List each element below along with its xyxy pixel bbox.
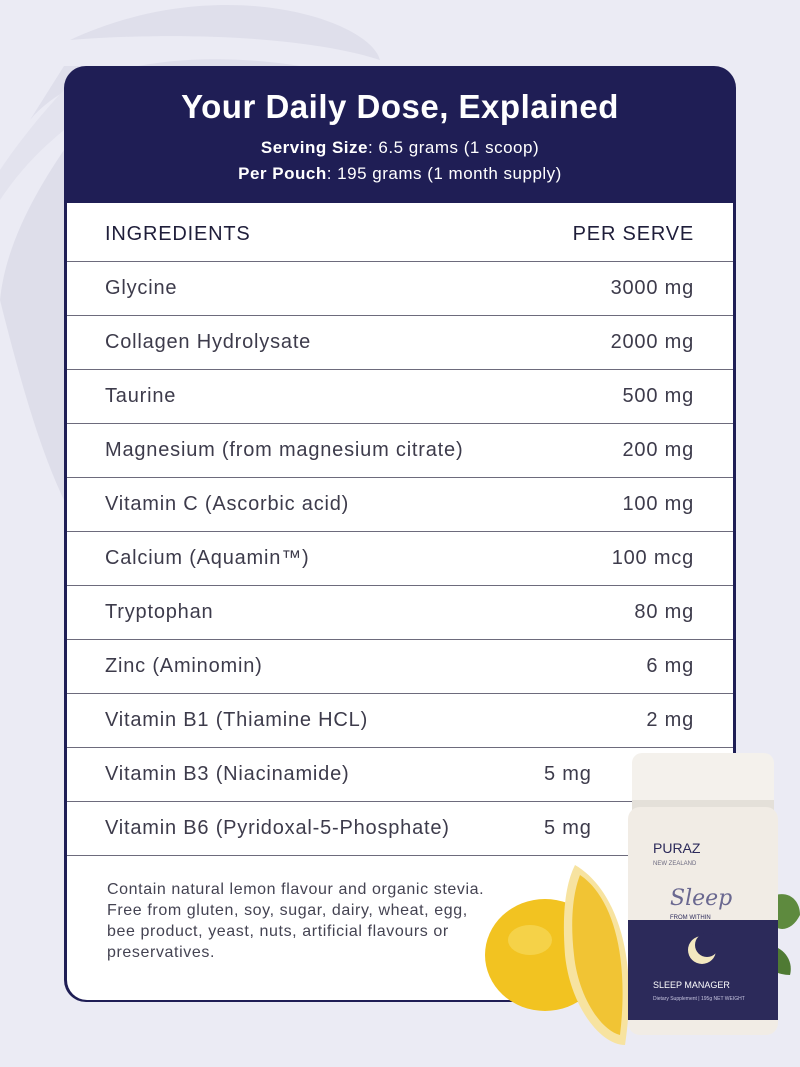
table-header-row — [67, 203, 733, 262]
ingredient-amount: 5 mg — [544, 817, 592, 839]
table-row — [67, 424, 733, 478]
ingredient-amount: 100 mcg — [611, 547, 694, 569]
table-row — [67, 694, 733, 748]
table-row — [67, 532, 733, 586]
svg-text:SLEEP MANAGER: SLEEP MANAGER — [653, 980, 730, 990]
ingredient-name: Calcium (Aquamin™) — [105, 547, 310, 569]
ingredient-name: Glycine — [105, 277, 178, 299]
table-row — [67, 370, 733, 424]
svg-text:NEW ZEALAND: NEW ZEALAND — [653, 861, 697, 867]
ingredient-amount: 100 mg — [622, 493, 694, 515]
ingredient-name: Vitamin C (Ascorbic acid) — [105, 493, 350, 515]
free-from-note: Free from gluten, soy, sugar, dairy, wheat, egg, bee product, yeast, nuts, artificial flavours or preservatives. — [107, 902, 468, 961]
ingredient-name: Collagen Hydrolysate — [105, 331, 312, 353]
ingredient-amount: 2000 mg — [610, 331, 694, 353]
flavour-note: Contain natural lemon flavour and organic stevia. — [107, 881, 485, 898]
ingredient-amount: 80 mg — [634, 601, 694, 623]
serving-size-value: : 6.5 grams (1 scoop) — [367, 138, 540, 157]
ingredient-name: Tryptophan — [105, 601, 214, 623]
ingredient-name: Vitamin B3 (Niacinamide) — [105, 763, 350, 785]
svg-text:Dietary Supplement | 195g NET: Dietary Supplement | 195g NET WEIGHT — [653, 996, 745, 1002]
svg-text:Sleep: Sleep — [670, 886, 733, 911]
svg-text:FROM WITHIN: FROM WITHIN — [670, 915, 711, 921]
serving-size-line — [64, 138, 736, 158]
per-pouch-value: : 195 grams (1 month supply) — [326, 164, 562, 183]
ingredient-name: Magnesium (from magnesium citrate) — [105, 439, 464, 461]
ingredient-amount: 6 mg — [646, 655, 694, 677]
ingredients-column-header: INGREDIENTS — [105, 223, 251, 245]
ingredient-amount: 3000 mg — [610, 277, 694, 299]
per-pouch-line — [64, 164, 736, 184]
table-row — [67, 316, 733, 370]
table-row — [67, 586, 733, 640]
table-row — [67, 262, 733, 316]
product-notes — [107, 879, 487, 963]
ingredient-amount: 200 mg — [622, 439, 694, 461]
ingredient-amount: 2 mg — [646, 709, 694, 731]
product-jar-image — [470, 745, 800, 1045]
serving-size-label: Serving Size — [260, 138, 368, 157]
brand-logo-text: PURAZ — [653, 840, 701, 856]
ingredient-name: Vitamin B1 (Thiamine HCL) — [105, 709, 369, 731]
per-pouch-label: Per Pouch — [238, 164, 327, 183]
page-title: Your Daily Dose, Explained — [181, 88, 619, 125]
table-row — [67, 478, 733, 532]
table-row — [67, 640, 733, 694]
ingredient-name: Vitamin B6 (Pyridoxal-5-Phosphate) — [105, 817, 450, 839]
ingredient-name: Taurine — [105, 385, 177, 407]
per-serve-column-header: PER SERVE — [572, 223, 694, 245]
ingredient-amount: 5 mg — [544, 763, 592, 785]
ingredient-amount: 500 mg — [622, 385, 694, 407]
ingredient-name: Zinc (Aminomin) — [105, 655, 263, 677]
card-header — [64, 66, 736, 203]
